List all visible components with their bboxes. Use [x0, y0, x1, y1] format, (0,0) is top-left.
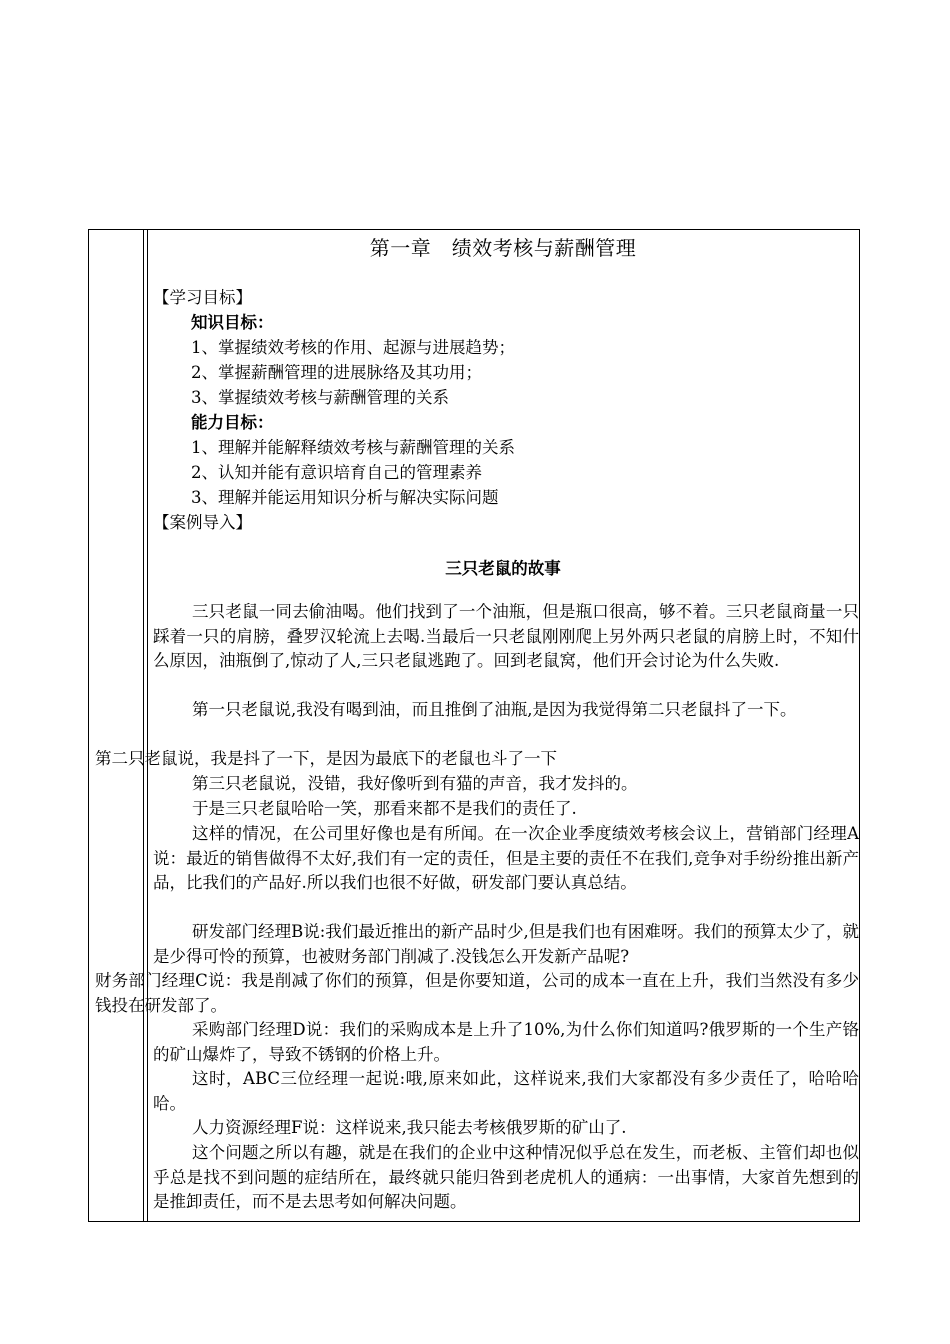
story-paragraph: 采购部门经理D说：我们的采购成本是上升了10%,为什么你们知道吗?俄罗斯的一个生产铬的矿山爆炸了，导致不锈钢的价格上升。 [153, 1020, 859, 1064]
story-paragraph: 第二只老鼠说，我是抖了一下，是因为最底下的老鼠也斗了一下 [95, 749, 557, 768]
story-paragraph: 第三只老鼠说，没错，我好像听到有猫的声音，我才发抖的。 [192, 774, 638, 793]
story-paragraph: 人力资源经理F说：这样说来,我只能去考核俄罗斯的矿山了. [192, 1118, 627, 1137]
knowledge-objective-item: 1、掌握绩效考核的作用、起源与进展趋势； [191, 338, 515, 357]
case-intro-heading: 【案例导入】 [153, 513, 252, 532]
story-paragraph: 三只老鼠一同去偷油喝。他们找到了一个油瓶，但是瓶口很高，够不着。三只老鼠商量一只踩着一只的肩膀，叠罗汉轮流上去喝.当最后一只老鼠刚刚爬上另外两只老鼠的肩膀上时，不知什么原因，油瓶倒了,惊动了人,三只老鼠逃跑了。回到老鼠窝，他们开会讨论为什么失败. [153, 602, 859, 670]
ability-objective-item: 3、理解并能运用知识分析与解决实际问题 [191, 488, 499, 507]
column-divider [147, 230, 148, 1221]
story-paragraph: 这样的情况，在公司里好像也是有所闻。在一次企业季度绩效考核会议上，营销部门经理A说：最近的销售做得不太好,我们有一定的责任，但是主要的责任不在我们,竞争对手纷纷推出新产品，比我们的产品好.所以我们也很不好做，研发部门要认真总结。 [153, 824, 859, 892]
chapter-title: 第一章 绩效考核与薪酬管理 [369, 236, 637, 260]
story-paragraph [95, 969, 859, 1018]
story-paragraph: 这时，ABC三位经理一起说:哦,原来如此，这样说来,我们大家都没有多少责任了，哈哈哈哈。 [153, 1069, 859, 1113]
story-paragraph: 于是三只老鼠哈哈一笑，那看来都不是我们的责任了. [192, 799, 577, 818]
objectives-heading: 【学习目标】 [153, 288, 252, 307]
ability-objectives-label: 能力目标： [191, 413, 274, 432]
ability-objective-item: 1、理解并能解释绩效考核与薪酬管理的关系 [191, 438, 515, 457]
knowledge-objective-item: 3、掌握绩效考核与薪酬管理的关系 [191, 388, 449, 407]
knowledge-objectives-label: 知识目标： [191, 313, 274, 332]
story-paragraph: 研发部门经理B说:我们最近推出的新产品时少,但是我们也有困难呀。我们的预算太少了，就是少得可怜的预算，也被财务部门削减了.没钱怎么开发新产品呢? [153, 922, 859, 966]
story-paragraph: 第一只老鼠说,我没有喝到油，而且推倒了油瓶,是因为我觉得第二只老鼠抖了一下。 [192, 700, 797, 719]
knowledge-objective-item: 2、掌握薪酬管理的进展脉络及其功用； [191, 363, 482, 382]
story-paragraph-first-line: 财务部门经理C说：我是削减了你们的预算，但是你要知道，公司的成本一直在上升，我们当然没有多少钱投在研发部了。 [95, 971, 859, 1015]
story-title: 三只老鼠的故事 [445, 559, 561, 578]
story-paragraph: 这个问题之所以有趣，就是在我们的企业中这种情况似乎总在发生，而老板、主管们却也似乎总是找不到问题的症结所在，最终就只能归咎到老虎机人的通病：一出事情，大家首先想到的是推卸责任，而不是去思考如何解决问题。 [153, 1143, 859, 1211]
ability-objective-item: 2、认知并能有意识培育自己的管理素养 [191, 463, 482, 482]
document-table [88, 229, 860, 1222]
column-divider [143, 230, 144, 1221]
